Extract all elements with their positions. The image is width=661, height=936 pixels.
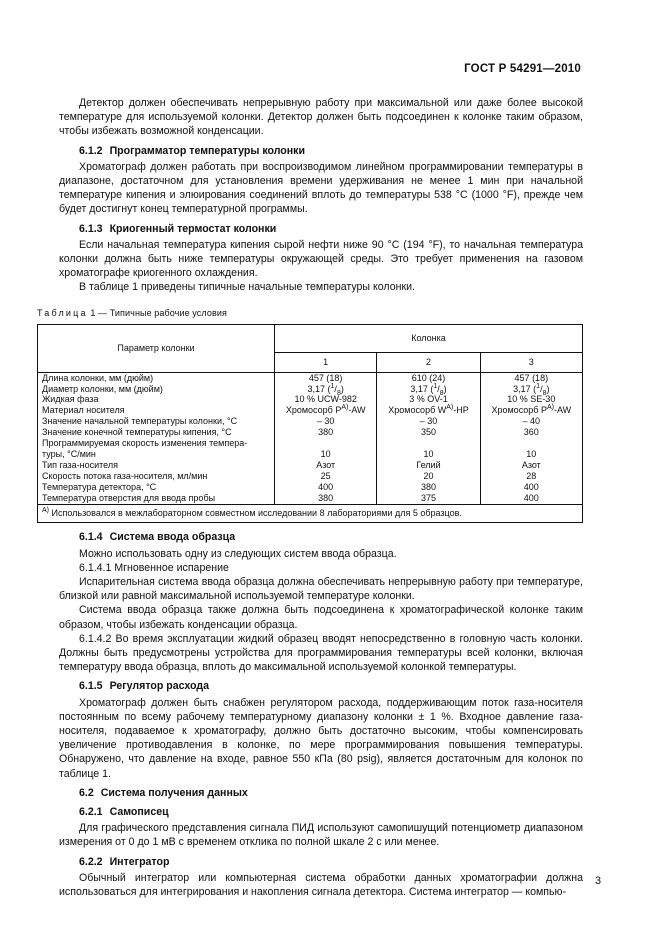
param-name: Температура отверстия для ввода пробы — [42, 492, 216, 503]
value-gas: Азот — [521, 459, 541, 470]
value-flow: 28 — [526, 470, 537, 481]
value-rate: 10 — [526, 448, 537, 459]
value-inlet: 380 — [318, 492, 334, 503]
column-1-values — [275, 372, 377, 504]
section-6-1-4-1-text-2: Система ввода образца также должна быть подсоединена к хроматографической колонке таким образом, чтобы избежать конденсации образца. — [59, 604, 583, 631]
section-6-1-2-text: Хроматограф должен работать при воспроизводимом линейном программировании температуры в диапазоне, достаточном для установления времени удерживания не менее 1 мин при начальной температуре кипения и элюирования соединений вплоть до температуры 538 °С (1000 °F), прежде чем будет достигнут конец температурной программы. — [59, 160, 583, 216]
param-name: Значение конечной температуры кипения, °С — [42, 427, 232, 438]
param-name: Температура детектора, °С — [42, 481, 157, 492]
section-heading-6-1-3: 6.1.3 Криогенный термостат колонки — [79, 222, 277, 235]
value-init-temp: – 30 — [316, 416, 335, 427]
value-rate: 10 — [320, 448, 331, 459]
column-3-values — [480, 372, 582, 504]
column-number-3: 3 — [480, 352, 582, 372]
table-caption: Таблица 1 — Типичные рабочие условия — [37, 307, 227, 318]
value-carrier: Хромосорб $P^{А)}-AW$ — [285, 404, 366, 416]
param-name: Программируемая скорость изменения темпера- — [42, 438, 248, 449]
section-heading-6-1-4: 6.1.4 Система ввода образца — [79, 531, 236, 544]
section-heading-6-2: 6.2 Система получения данных — [79, 786, 248, 799]
section-6-1-4-text: Можно использовать одну из следующих систем ввода образца. — [79, 547, 397, 560]
value-init-temp: – 30 — [419, 416, 438, 427]
value-length: 457 (18) — [308, 372, 343, 383]
column-number-2: 2 — [377, 352, 480, 372]
value-length: 610 (24) — [411, 372, 446, 383]
column-number-1: 1 — [275, 352, 377, 372]
value-flow: 20 — [423, 470, 434, 481]
operating-conditions-table — [37, 324, 583, 524]
value-diameter: 3,17 $(^1/_8)$ — [307, 382, 344, 397]
value-flow: 25 — [320, 470, 331, 481]
table-reference-text: В таблице 1 приведены типичные начальные температуры колонки. — [79, 281, 415, 294]
value-final-temp: 360 — [523, 427, 539, 438]
value-gas: Гелий — [416, 459, 441, 470]
section-6-1-4-2-text: 6.1.4.2 Во время эксплуатации жидкий образец вводят непосредственно в головную часть колонки. Должны быть предусмотрены устройства для программирования температуры всей колонки, включая температуру ввода образца, вплоть до максимальной используемой колонкой температуры. — [59, 632, 583, 674]
param-name: Значение начальной температуры колонки, °С — [42, 416, 238, 427]
param-names-cell — [38, 372, 275, 504]
column-2-values — [377, 372, 480, 504]
section-heading-6-2-1: 6.2.1 Самописец — [79, 806, 169, 819]
param-name: Тип газа-носителя — [42, 459, 118, 470]
section-6-1-5-text: Хроматограф должен быть снабжен регулятором расхода, поддерживающим поток газа-носителя постоянным по всему рабочему температурному диапазону колонки ± 1 %. Входное давление газа-носителя, подаваемое к хроматографу, должно быть достаточно высоким, чтобы компенсировать увеличение противодавления в колонке, по мере программирования повышения температуры. Обнаружено, что давление на входе, равное 550 кПа (80 psig), является достаточным для колонок по таблице 1. — [59, 696, 583, 780]
section-heading-6-1-5: 6.1.5 Регулятор расхода — [79, 680, 209, 693]
section-6-2-1-text: Для графического представления сигнала ПИД используют самопишущий потенциометр диапазоном измерения от 0 до 1 мВ с временем отклика по полной шкале 2 с или менее. — [59, 822, 583, 849]
intro-paragraph: Детектор должен обеспечивать непрерывную работу при максимальной или даже более высокой температуре для используемой колонки. Детектор должен быть подсоединен к колонке таким образом, чтобы избежать возможной конденсации. — [59, 97, 583, 138]
param-name: Длина колонки, мм (дюйм) — [42, 372, 154, 383]
param-name: Материал носителя — [42, 405, 125, 416]
column-group-header: Колонка — [275, 324, 583, 352]
value-final-temp: 350 — [420, 427, 436, 438]
value-detector: 380 — [420, 481, 436, 492]
section-6-1-3-text: Если начальная температура кипения сырой нефти ниже 90 °С (194 °F), то начальная температура колонки должна быть ниже температуры окружающей среды. Это требует применения на газовом хроматографе криогенного охлаждения. — [59, 238, 583, 280]
value-rate: 10 — [423, 448, 434, 459]
value-init-temp: – 40 — [522, 416, 541, 427]
page-number: 3 — [595, 875, 601, 887]
param-name: Жидкая фаза — [42, 394, 99, 405]
standard-designation: ГОСТ Р 54291—2010 — [464, 63, 581, 75]
param-name: туры, °С/мин — [42, 448, 96, 459]
subsection-6-1-4-1-title: 6.1.4.1 Мгновенное испарение — [79, 561, 229, 574]
value-phase: 3 % OV-1 — [409, 394, 448, 405]
section-6-2-2-text: Обычный интегратор или компьютерная система обработки данных хроматографии должна использоваться для интегрирования и накопления сигнала детектора. Система интегратор — компью- — [59, 871, 583, 899]
main-content — [37, 96, 583, 899]
value-inlet: 400 — [523, 492, 539, 503]
section-heading-6-2-2: 6.2.2 Интегратор — [79, 855, 170, 868]
value-final-temp: 380 — [318, 427, 334, 438]
section-6-1-4-1-text: Испарительная система ввода образца должна обеспечивать непрерывную работу при температуре, близкой или равной максимальной используемой температуре колонки. — [59, 576, 583, 603]
table-body-row — [38, 372, 583, 504]
value-inlet: 375 — [420, 492, 436, 503]
value-carrier: Хромосорб $W^{А)}-HP$ — [388, 404, 469, 416]
table-footnote: $^{А)}$ Использовался в межлабораторном совместном исследовании 8 лабораториями для 5 образцов. — [38, 504, 583, 523]
value-gas: Азот — [316, 459, 336, 470]
value-phase: 10 % UCW-982 — [294, 394, 357, 405]
value-carrier: Хромосорб $P^{А)}-AW$ — [491, 404, 572, 416]
param-name: Диаметр колонки, мм (дюйм) — [42, 383, 163, 394]
value-diameter: 3,17 $(^1/_8)$ — [410, 382, 447, 397]
value-detector: 400 — [523, 481, 539, 492]
value-phase: 10 % SE-30 — [507, 394, 556, 405]
value-detector: 400 — [318, 481, 334, 492]
value-diameter: 3,17 $(^1/_8)$ — [513, 382, 550, 397]
param-header: Параметр колонки — [38, 324, 275, 372]
param-name: Скорость потока газа-носителя, мл/мин — [42, 470, 208, 481]
value-length: 457 (18) — [514, 372, 549, 383]
section-heading-6-1-2: 6.1.2 Программатор температуры колонки — [79, 144, 305, 157]
